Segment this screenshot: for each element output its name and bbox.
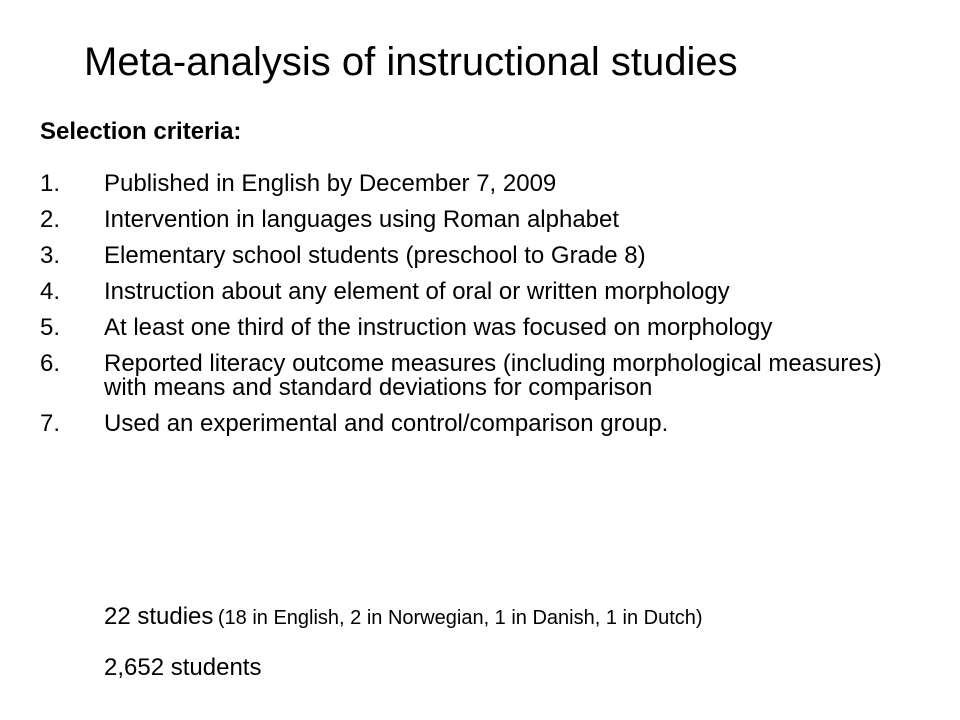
students-count: 2,652 students xyxy=(104,654,262,681)
criteria-text: Used an experimental and control/comparison group. xyxy=(104,410,669,437)
criteria-number: 4. xyxy=(40,278,61,305)
criteria-text: Instruction about any element of oral or written morphology xyxy=(104,278,730,305)
criteria-item-3 xyxy=(40,244,920,268)
criteria-text: Elementary school students (preschool to Grade 8) xyxy=(104,242,646,269)
criteria-item-2 xyxy=(40,208,920,232)
criteria-number: 7. xyxy=(40,410,61,437)
criteria-item-6 xyxy=(40,352,920,400)
criteria-text: Published in English by December 7, 2009 xyxy=(104,170,557,197)
criteria-list xyxy=(40,172,920,448)
criteria-number: 6. xyxy=(40,350,61,377)
criteria-text: Intervention in languages using Roman alphabet xyxy=(104,206,620,233)
studies-count: 22 studies xyxy=(104,603,214,630)
criteria-item-4 xyxy=(40,280,920,304)
selection-criteria-heading: Selection criteria: xyxy=(40,118,242,145)
studies-summary xyxy=(104,603,703,631)
criteria-text: At least one third of the instruction was focused on morphology xyxy=(104,314,773,341)
criteria-item-7 xyxy=(40,412,920,436)
criteria-number: 5. xyxy=(40,314,61,341)
criteria-number: 3. xyxy=(40,242,61,269)
criteria-item-5 xyxy=(40,316,920,340)
criteria-item-1 xyxy=(40,172,920,196)
slide-title: Meta-analysis of instructional studies xyxy=(84,40,738,84)
studies-breakdown: (18 in English, 2 in Norwegian, 1 in Danish, 1 in Dutch) xyxy=(217,607,703,629)
criteria-text: Reported literacy outcome measures (including morphological measures) with means and standard deviations for comparison xyxy=(104,350,882,401)
criteria-number: 2. xyxy=(40,206,61,233)
criteria-number: 1. xyxy=(40,170,61,197)
